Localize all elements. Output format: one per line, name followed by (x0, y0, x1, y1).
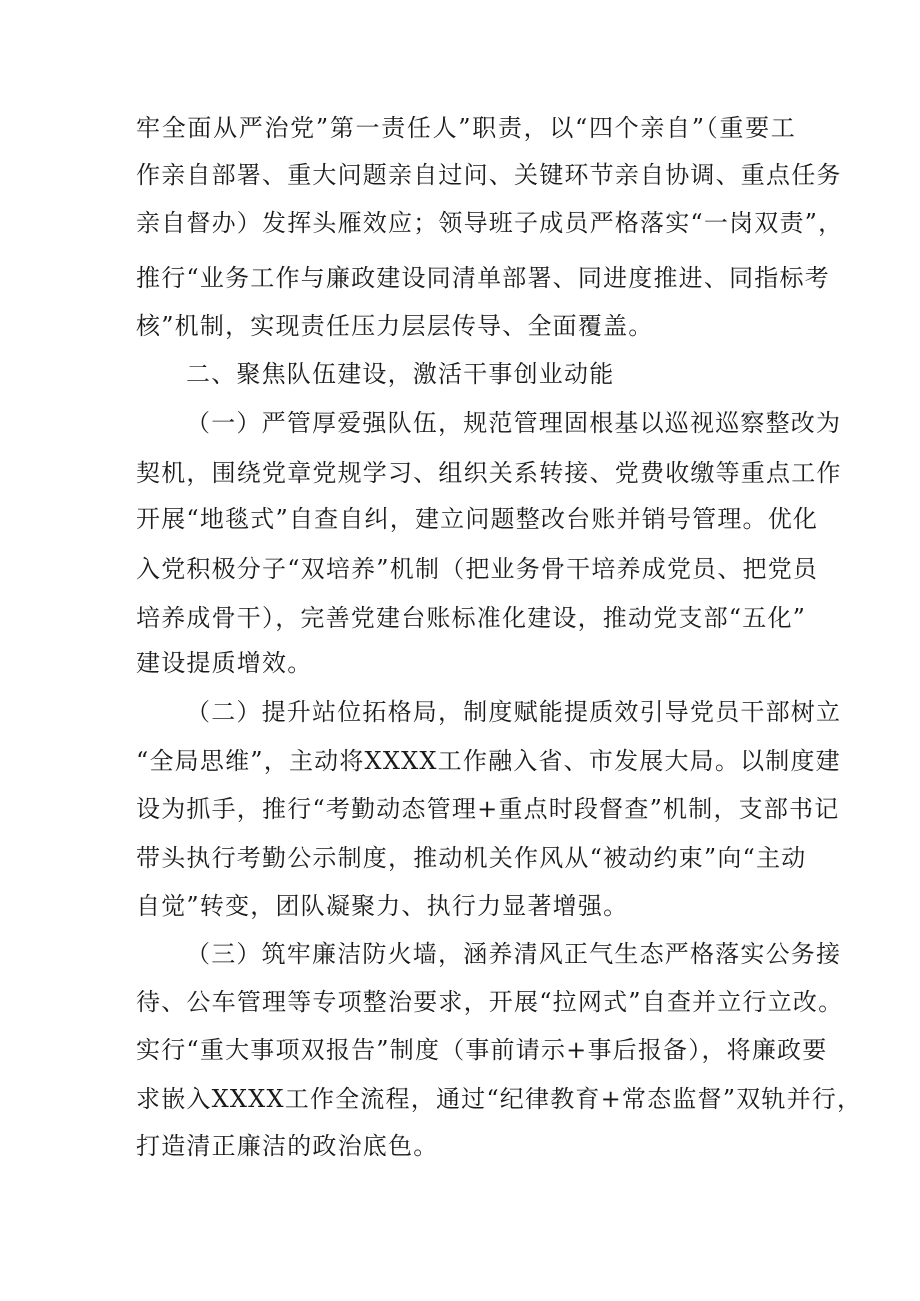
paragraph-line: 推行“业务工作与廉政建设同清单部署、同进度推进、同指标考 (136, 264, 830, 292)
paragraph-line: （一）严管厚爱强队伍，规范管理固根基以巡视巡察整改为 (186, 409, 842, 437)
paragraph-line: 核”机制，实现责任压力层层传导、全面覆盖。 (136, 312, 654, 340)
paragraph-line: 牢全面从严治党”第一责任人”职责，以“四个亲自”（重要工 (136, 114, 796, 142)
paragraph-line: 培养成骨干），完善党建台账标准化建设，推动党支部“五化” (136, 604, 807, 632)
paragraph-line: （三）筑牢廉洁防火墙，涵养清风正气生态严格落实公务接 (186, 940, 842, 968)
paragraph-line: （二）提升站位拓格局，制度赋能提质效引导党员干部树立 (186, 698, 842, 726)
section-heading: 二、聚焦队伍建设，激活干事创业动能 (186, 360, 615, 388)
paragraph-line: 作亲自部署、重大问题亲自过问、关键环节亲自协调、重点任务 (136, 161, 842, 189)
paragraph-line: 求嵌入XXXX工作全流程，通过“纪律教育+常态监督”双轨并行， (136, 1085, 863, 1113)
paragraph-line: 入党积极分子“双培养”机制（把业务骨干培养成党员、把党员 (136, 555, 819, 583)
paragraph-line: 实行“重大事项双报告”制度（事前请示+事后报备），将廉政要 (136, 1036, 828, 1064)
paragraph-line: 自觉”转变，团队凝聚力、执行力显著增强。 (136, 892, 629, 920)
paragraph-line: 带头执行考勤公示制度，推动机关作风从“被动约束”向“主动 (136, 844, 807, 872)
paragraph-line: 契机，围绕党章党规学习、组织关系转接、党费收缴等重点工作 (136, 459, 842, 487)
paragraph-line: 亲自督办）发挥头雁效应；领导班子成员严格落实“一岗双责”， (136, 209, 844, 237)
paragraph-line: 开展“地毯式”自查自纠，建立问题整改台账并销号管理。优化 (136, 505, 819, 533)
paragraph-line: 待、公车管理等专项整治要求，开展“拉网式”自查并立行立改。 (136, 988, 844, 1016)
paragraph-line: “全局思维”，主动将XXXX工作融入省、市发展大局。以制度建 (136, 747, 841, 775)
paragraph-line: 建设提质增效。 (136, 649, 313, 677)
paragraph-line: 打造清正廉洁的政治底色。 (136, 1132, 439, 1160)
paragraph-line: 设为抓手，推行“考勤动态管理+重点时段督查”机制，支部书记 (136, 795, 840, 823)
